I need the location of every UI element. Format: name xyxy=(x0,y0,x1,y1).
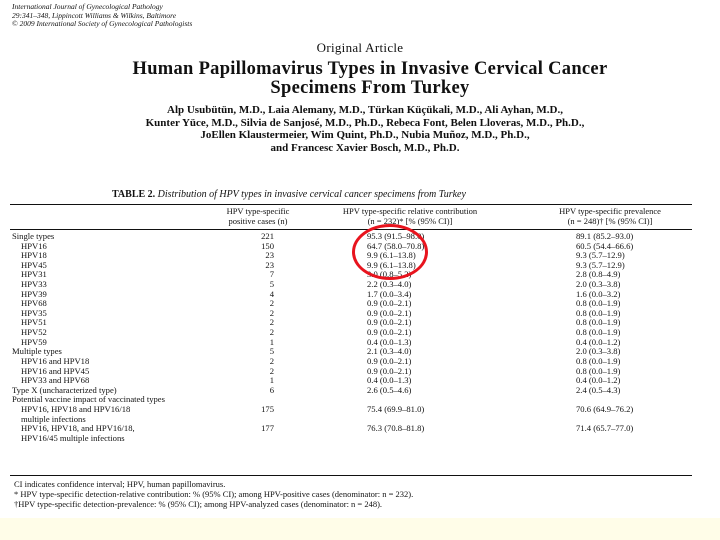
highlight-circle xyxy=(352,224,428,280)
row-positive-cases: 1 xyxy=(269,336,274,347)
row-positive-cases: 2 xyxy=(269,298,274,309)
title-line-2: Specimens From Turkey xyxy=(270,78,470,98)
row-contribution: 0.4 (0.0–1.3) xyxy=(367,375,412,386)
header-positive-cases xyxy=(218,207,298,226)
row-label: HPV33 and HPV68 xyxy=(21,375,90,386)
row-positive-cases: 2 xyxy=(269,317,274,328)
row-contribution: 0.9 (0.0–2.1) xyxy=(367,355,412,366)
row-contribution: 2.2 (0.3–4.0) xyxy=(367,279,412,290)
journal-name: International Journal of Gynecological Pathology xyxy=(12,2,163,11)
row-contribution: 76.3 (70.8–81.8) xyxy=(367,423,425,434)
header-prevalence-line1: HPV type-specific prevalence xyxy=(559,206,661,216)
header-contribution-line1: HPV type-specific relative contribution xyxy=(342,206,478,216)
table-footnotes xyxy=(14,479,413,509)
paper-title xyxy=(30,60,710,98)
row-positive-cases: 2 xyxy=(269,355,274,366)
row-label: HPV16 and HPV45 xyxy=(21,365,90,376)
row-label: Potential vaccine impact of vaccinated types xyxy=(12,394,165,405)
row-contribution: 0.9 (0.0–2.1) xyxy=(367,317,412,328)
table-row xyxy=(12,405,712,415)
row-prevalence: 60.5 (54.4–66.6) xyxy=(576,240,634,251)
row-label: HPV45 xyxy=(21,259,47,270)
row-label: HPV51 xyxy=(21,317,47,328)
footnote-contribution: * HPV type-specific detection-relative contribution: % (95% CI); among HPV-positive cases (denominator: n = 232). xyxy=(14,489,414,499)
row-prevalence: 0.4 (0.0–1.2) xyxy=(576,336,621,347)
row-prevalence: 70.6 (64.9–76.2) xyxy=(576,403,634,414)
row-contribution: 9.9 (6.1–13.8) xyxy=(367,250,416,261)
row-prevalence: 0.8 (0.0–1.9) xyxy=(576,365,621,376)
row-contribution: 0.4 (0.0–1.3) xyxy=(367,336,412,347)
table-caption-text: Distribution of HPV types in invasive cervical cancer specimens from Turkey xyxy=(157,189,466,200)
footnote-prevalence: †HPV type-specific detection-prevalence: % (95% CI); among HPV-analyzed cases (denominator: n = 248). xyxy=(14,499,383,509)
row-contribution: 0.9 (0.0–2.1) xyxy=(367,327,412,338)
row-prevalence: 89.1 (85.2–93.0) xyxy=(576,231,634,241)
table-caption-label: TABLE 2. xyxy=(112,189,156,200)
row-prevalence: 71.4 (65.7–77.0) xyxy=(576,423,634,434)
table-row xyxy=(12,434,712,444)
row-positive-cases: 23 xyxy=(265,259,274,270)
row-label: HPV52 xyxy=(21,327,47,338)
row-prevalence: 9.3 (5.7–12.9) xyxy=(576,250,625,261)
author-line-1: Alp Usubütün, M.D., Laia Alemany, M.D., Türkan Küçükali, M.D., Ali Ayhan, M.D., xyxy=(167,104,563,116)
row-positive-cases: 175 xyxy=(261,403,274,414)
row-positive-cases: 150 xyxy=(261,240,274,251)
row-label: HPV68 xyxy=(21,298,47,309)
header-relative-contribution xyxy=(320,207,500,226)
row-label: Multiple types xyxy=(12,346,62,357)
row-contribution: 95.3 (91.5–98.0) xyxy=(367,231,425,241)
bottom-band xyxy=(0,518,720,540)
row-prevalence: 0.8 (0.0–1.9) xyxy=(576,327,621,338)
row-label: HPV16 and HPV18 xyxy=(21,355,90,366)
row-contribution: 9.9 (6.1–13.8) xyxy=(367,259,416,270)
row-positive-cases: 23 xyxy=(265,250,274,261)
row-label: HPV16 xyxy=(21,240,47,251)
row-label: Single types xyxy=(12,231,55,241)
table-header-rule xyxy=(10,229,692,230)
row-prevalence: 0.8 (0.0–1.9) xyxy=(576,298,621,309)
row-positive-cases: 6 xyxy=(269,384,274,395)
row-contribution: 2.6 (0.5–4.6) xyxy=(367,384,412,395)
row-contribution: 75.4 (69.9–81.0) xyxy=(367,403,425,414)
row-contribution: 3.0 (0.8–5.2) xyxy=(367,269,412,280)
row-label: HPV31 xyxy=(21,269,47,280)
table-caption xyxy=(112,189,466,200)
row-prevalence: 9.3 (5.7–12.9) xyxy=(576,259,625,270)
header-contribution-line2: (n = 232)* [% (95% CI)] xyxy=(367,215,453,226)
row-label: HPV59 xyxy=(21,336,47,347)
footnote-abbreviations: CI indicates confidence interval; HPV, human papillomavirus. xyxy=(14,479,226,489)
row-positive-cases: 1 xyxy=(269,375,274,386)
header-prevalence-line2: (n = 248)† [% (95% CI)] xyxy=(567,215,653,226)
row-positive-cases: 4 xyxy=(269,288,274,299)
row-positive-cases: 5 xyxy=(269,279,274,290)
row-prevalence: 2.0 (0.3–3.8) xyxy=(576,346,621,357)
row-label: HPV39 xyxy=(21,288,47,299)
row-prevalence: 2.0 (0.3–3.8) xyxy=(576,279,621,290)
journal-issue: 29:341–348, Lippincott Williams & Wilkins, Baltimore xyxy=(12,10,177,20)
author-line-4: and Francesc Xavier Bosch, M.D., Ph.D. xyxy=(270,141,460,154)
row-positive-cases: 5 xyxy=(269,346,274,357)
row-prevalence: 2.8 (0.8–4.9) xyxy=(576,269,621,280)
row-contribution: 0.9 (0.0–2.1) xyxy=(367,307,412,318)
row-label: Type X (uncharacterized type) xyxy=(12,384,117,395)
row-label: HPV18 xyxy=(21,250,47,261)
table-top-rule xyxy=(10,204,692,205)
header-positive-cases-line2: positive cases (n) xyxy=(228,215,288,226)
author-line-2: Kunter Yüce, M.D., Silvia de Sanjosé, M.D., Ph.D., Rebeca Font, Belen Lloveras, M.D., Ph.D., xyxy=(145,116,585,129)
author-line-3: JoEllen Klaustermeier, Wim Quint, Ph.D., Nubia Muñoz, M.D., Ph.D., xyxy=(200,129,530,141)
row-label: HPV16, HPV18 and HPV16/18 xyxy=(21,403,131,414)
header-positive-cases-line1: HPV type-specific xyxy=(226,206,290,216)
row-positive-cases: 2 xyxy=(269,327,274,338)
row-contribution: 1.7 (0.0–3.4) xyxy=(367,288,412,299)
row-positive-cases: 221 xyxy=(261,231,274,241)
article-type: Original Article xyxy=(316,40,404,55)
row-label: HPV16/45 multiple infections xyxy=(21,432,125,443)
journal-copyright: © 2009 International Society of Gynecological Pathologists xyxy=(12,19,193,28)
author-list xyxy=(30,104,700,154)
row-label: HPV35 xyxy=(21,307,47,318)
row-prevalence: 0.8 (0.0–1.9) xyxy=(576,355,621,366)
row-prevalence: 1.6 (0.0–3.2) xyxy=(576,288,621,299)
table-bottom-rule xyxy=(10,475,692,476)
row-contribution: 64.7 (58.0–70.8) xyxy=(367,240,425,251)
row-prevalence: 0.8 (0.0–1.9) xyxy=(576,317,621,328)
row-prevalence: 2.4 (0.5–4.3) xyxy=(576,384,621,395)
row-prevalence: 0.4 (0.0–1.2) xyxy=(576,375,621,386)
row-contribution: 0.9 (0.0–2.1) xyxy=(367,365,412,376)
row-positive-cases: 2 xyxy=(269,365,274,376)
journal-citation xyxy=(12,3,192,29)
row-contribution: 0.9 (0.0–2.1) xyxy=(367,298,412,309)
header-prevalence xyxy=(535,207,685,226)
row-prevalence: 0.8 (0.0–1.9) xyxy=(576,307,621,318)
row-positive-cases: 177 xyxy=(261,423,274,434)
row-positive-cases: 2 xyxy=(269,307,274,318)
title-line-1: Human Papillomavirus Types in Invasive Cervical Cancer xyxy=(132,59,608,79)
row-label: multiple infections xyxy=(21,413,86,424)
row-label: HPV33 xyxy=(21,279,47,290)
row-contribution: 2.1 (0.3–4.0) xyxy=(367,346,412,357)
row-label: HPV16, HPV18, and HPV16/18, xyxy=(21,423,135,434)
row-positive-cases: 7 xyxy=(269,269,274,280)
